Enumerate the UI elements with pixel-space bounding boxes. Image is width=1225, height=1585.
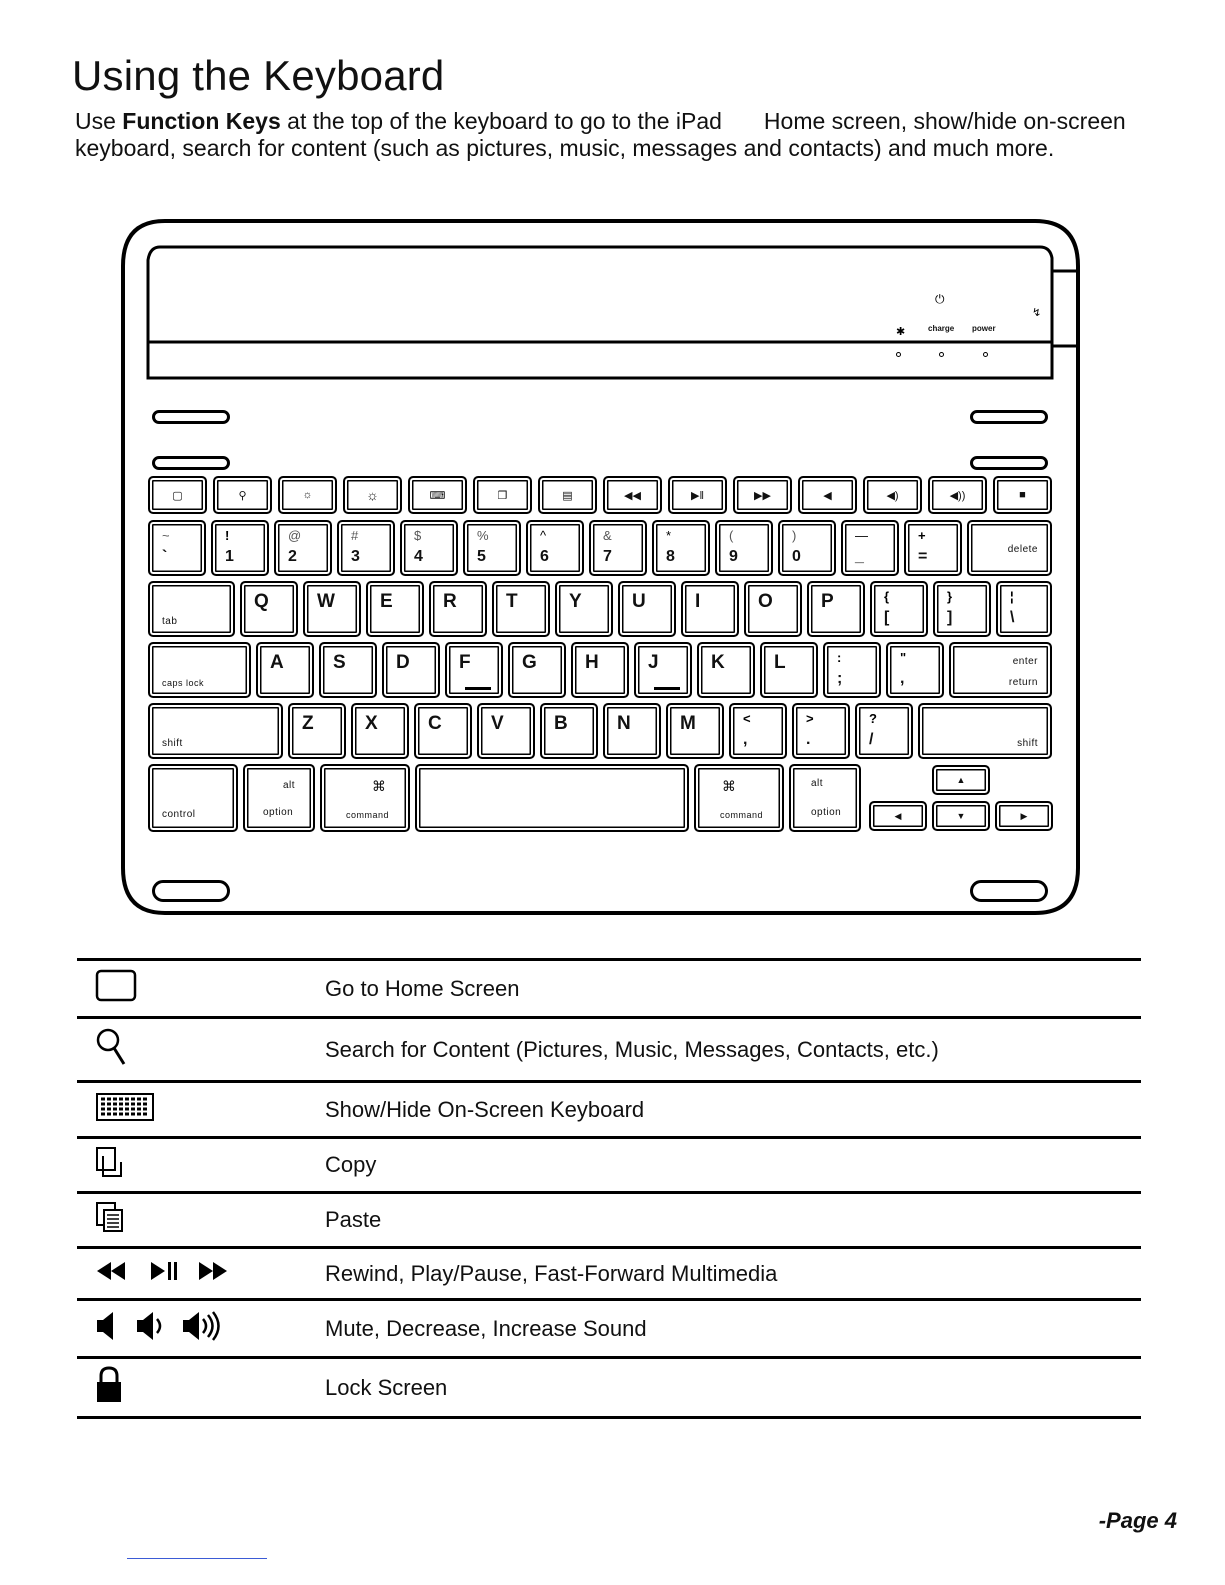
copy-icon <box>95 1146 123 1178</box>
legend-label: Mute, Decrease, Increase Sound <box>325 1300 1141 1358</box>
arrow-right-icon: ▶ <box>1020 810 1028 821</box>
brightness-low-icon: ☼ <box>302 489 313 501</box>
rubber-foot-left <box>152 880 230 902</box>
key-y[interactable]: Y <box>555 581 613 637</box>
key-q[interactable]: Q <box>240 581 298 637</box>
bluetooth-led <box>896 352 901 357</box>
left-shift-key[interactable]: shift <box>148 703 283 759</box>
key-n[interactable]: N <box>603 703 661 759</box>
charge-indicator-label: charge <box>928 324 955 333</box>
right-option-key[interactable]: alt option <box>789 764 861 832</box>
page-title: Using the Keyboard <box>72 52 445 99</box>
lock-icon: ■ <box>1019 489 1026 501</box>
keyboard-toggle-key[interactable] <box>408 476 467 514</box>
key-period[interactable]: > . <box>792 703 850 759</box>
volume-down-key[interactable] <box>863 476 922 514</box>
volume-down-icon: ◀) <box>886 489 899 502</box>
home-icon <box>95 969 137 1003</box>
key-left-bracket[interactable]: { [ <box>870 581 928 637</box>
key-9[interactable]: ( 9 <box>715 520 773 576</box>
brightness-up-key[interactable] <box>343 476 402 514</box>
fast-forward-icon: ▶▶ <box>754 489 771 502</box>
control-key[interactable]: control <box>148 764 238 832</box>
key-7[interactable]: & 7 <box>589 520 647 576</box>
key-backtick[interactable]: ~ ` <box>148 520 206 576</box>
arrow-right-key[interactable] <box>995 801 1053 831</box>
legend-row <box>77 1082 1141 1138</box>
delete-key[interactable]: delete <box>967 520 1052 576</box>
key-b[interactable]: B <box>540 703 598 759</box>
brightness-high-icon: ☼ <box>366 487 379 503</box>
key-quote[interactable]: " , <box>886 642 944 698</box>
arrow-down-key[interactable] <box>932 801 990 831</box>
key-f[interactable]: F <box>445 642 503 698</box>
arrow-left-key[interactable] <box>869 801 927 831</box>
key-2[interactable]: @ 2 <box>274 520 332 576</box>
play-pause-key[interactable] <box>668 476 727 514</box>
hinge-slot-left-2 <box>152 456 230 470</box>
legend-row <box>77 1300 1141 1358</box>
function-keys-term: Function Keys <box>122 108 281 134</box>
arrow-down-icon: ▼ <box>956 811 966 821</box>
legend-row <box>77 1193 1141 1248</box>
hinge-slot-right <box>970 410 1048 424</box>
power-indicator-label: power <box>972 324 996 333</box>
keyboard-illustration <box>120 218 1082 918</box>
legend-label: Search for Content (Pictures, Music, Messages, Contacts, etc.) <box>325 1018 1141 1082</box>
key-x[interactable]: X <box>351 703 409 759</box>
key-d[interactable]: D <box>382 642 440 698</box>
key-minus[interactable]: — _ <box>841 520 899 576</box>
function-key-legend <box>77 958 1141 1419</box>
search-icon <box>95 1027 129 1067</box>
hinge-slot-left <box>152 410 230 424</box>
key-u[interactable]: U <box>618 581 676 637</box>
power-led <box>983 352 988 357</box>
media-icons <box>95 1259 235 1283</box>
svg-text:⏻: ⏻ <box>935 292 945 306</box>
key-1[interactable]: ! 1 <box>211 520 269 576</box>
legend-row <box>77 1138 1141 1193</box>
enter-key[interactable]: enter return <box>949 642 1052 698</box>
left-option-key[interactable]: alt option <box>243 764 315 832</box>
legend-row <box>77 1248 1141 1300</box>
key-right-bracket[interactable]: } ] <box>933 581 991 637</box>
paste-icon: ▤ <box>562 489 573 502</box>
keyboard-icon <box>95 1092 155 1122</box>
legend-label: Copy <box>325 1138 1141 1193</box>
legend-label: Lock Screen <box>325 1358 1141 1418</box>
keyboard-icon: ⌨ <box>429 489 446 502</box>
paste-key[interactable] <box>538 476 597 514</box>
key-j[interactable]: J <box>634 642 692 698</box>
key-i[interactable]: I <box>681 581 739 637</box>
home-icon: ▢ <box>172 489 183 502</box>
key-o[interactable]: O <box>744 581 802 637</box>
arrow-up-key[interactable] <box>932 765 990 795</box>
key-semicolon[interactable]: : ; <box>823 642 881 698</box>
key-3[interactable]: # 3 <box>337 520 395 576</box>
svg-text:↯: ↯ <box>1032 306 1042 319</box>
key-c[interactable]: C <box>414 703 472 759</box>
right-command-key[interactable]: ⌘ command <box>694 764 784 832</box>
brightness-down-key[interactable] <box>278 476 337 514</box>
link-underline <box>127 1558 267 1559</box>
key-5[interactable]: % 5 <box>463 520 521 576</box>
arrow-up-icon: ▲ <box>956 775 966 785</box>
search-key[interactable] <box>213 476 272 514</box>
key-h[interactable]: H <box>571 642 629 698</box>
home-row-bump <box>465 687 491 690</box>
mute-key[interactable] <box>798 476 857 514</box>
tab-key[interactable]: tab <box>148 581 235 637</box>
key-p[interactable]: P <box>807 581 865 637</box>
home-key[interactable] <box>148 476 207 514</box>
key-equals[interactable]: + = <box>904 520 962 576</box>
svg-text:✱: ✱ <box>896 325 906 338</box>
legend-label: Rewind, Play/Pause, Fast-Forward Multimedia <box>325 1248 1141 1300</box>
key-g[interactable]: G <box>508 642 566 698</box>
lock-key[interactable] <box>993 476 1052 514</box>
key-r[interactable]: R <box>429 581 487 637</box>
mute-icon: ◀ <box>823 489 832 502</box>
key-e[interactable]: E <box>366 581 424 637</box>
home-row-bump <box>654 687 680 690</box>
copy-key[interactable] <box>473 476 532 514</box>
rubber-foot-right <box>970 880 1048 902</box>
volume-up-icon: ◀)) <box>949 489 966 502</box>
key-4[interactable]: $ 4 <box>400 520 458 576</box>
page-number: -Page 4 <box>1098 1508 1177 1533</box>
key-m[interactable]: M <box>666 703 724 759</box>
copy-icon: ❐ <box>497 489 508 502</box>
key-slash[interactable]: ? / <box>855 703 913 759</box>
paste-icon <box>95 1201 125 1233</box>
charge-led <box>939 352 944 357</box>
key-z[interactable]: Z <box>288 703 346 759</box>
lock-icon <box>95 1366 123 1404</box>
intro-paragraph: Use Function Keys at the top of the keyboard to go to the iPad Home screen, show/hide on-screen keyboard, search for content (such as pictures, music, messages and contacts) and much more. <box>75 108 1126 161</box>
key-l[interactable]: L <box>760 642 818 698</box>
legend-label: Show/Hide On-Screen Keyboard <box>325 1082 1141 1138</box>
volume-up-key[interactable] <box>928 476 987 514</box>
key-s[interactable]: S <box>319 642 377 698</box>
right-shift-key[interactable]: shift <box>918 703 1052 759</box>
key-t[interactable]: T <box>492 581 550 637</box>
fast-forward-key[interactable] <box>733 476 792 514</box>
key-w[interactable]: W <box>303 581 361 637</box>
search-icon: ⚲ <box>238 489 247 502</box>
volume-icons <box>95 1309 235 1343</box>
key-backslash[interactable]: ¦ \ <box>996 581 1052 637</box>
key-comma[interactable]: < , <box>729 703 787 759</box>
legend-label: Paste <box>325 1193 1141 1248</box>
legend-label: Go to Home Screen <box>325 960 1141 1018</box>
legend-row <box>77 960 1141 1018</box>
left-command-key[interactable]: ⌘ command <box>320 764 410 832</box>
key-8[interactable]: * 8 <box>652 520 710 576</box>
rewind-key[interactable] <box>603 476 662 514</box>
caps-lock-key[interactable]: caps lock <box>148 642 251 698</box>
key-6[interactable]: ^ 6 <box>526 520 584 576</box>
hinge-slot-right-2 <box>970 456 1048 470</box>
space-bar[interactable] <box>415 764 689 832</box>
arrow-left-icon: ◀ <box>894 810 902 821</box>
legend-row <box>77 1018 1141 1082</box>
legend-row <box>77 1358 1141 1418</box>
play-pause-icon: ▶‖ <box>690 489 704 502</box>
key-k[interactable]: K <box>697 642 755 698</box>
key-a[interactable]: A <box>256 642 314 698</box>
rewind-icon: ◀◀ <box>624 489 641 502</box>
key-0[interactable]: ) 0 <box>778 520 836 576</box>
key-v[interactable]: V <box>477 703 535 759</box>
